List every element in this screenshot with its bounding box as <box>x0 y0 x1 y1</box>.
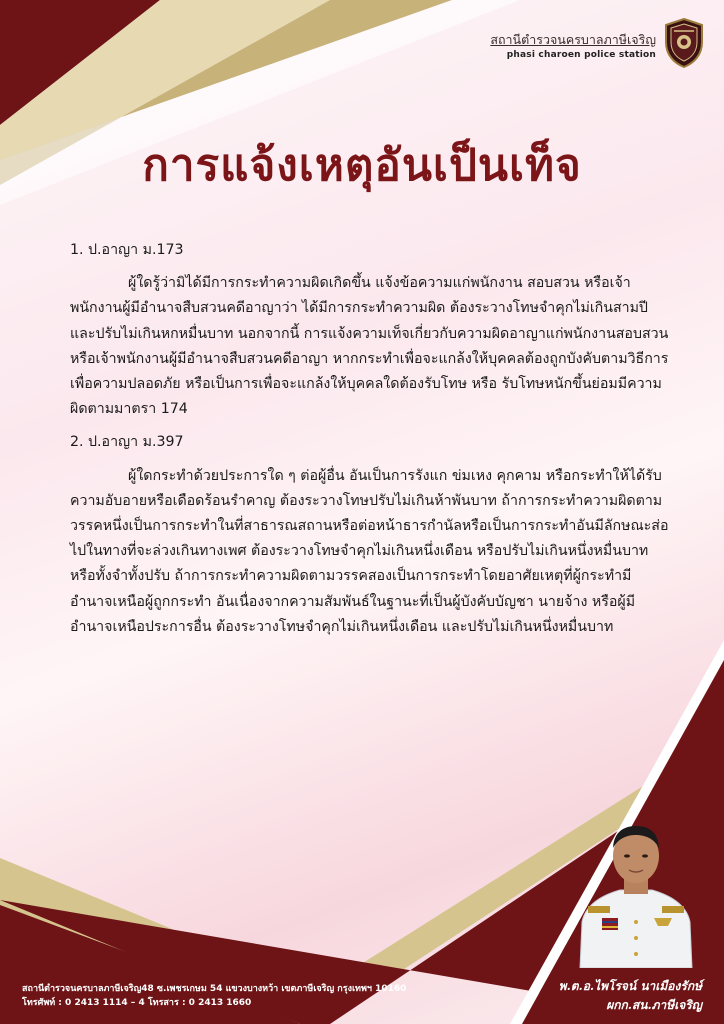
footer-phone: โทรศัพท์ : 0 2413 1114 – 4 โทรสาร : 0 2413 1660 <box>22 998 252 1008</box>
station-name-english: phasi charoen police station <box>506 50 656 60</box>
content-body <box>70 238 670 648</box>
signature-position: ผกก.สน.ภาษีเจริญ <box>606 998 702 1012</box>
law-reference-397: 2. ป.อาญา ม.397 <box>70 434 184 451</box>
law-reference-173: 1. ป.อาญา ม.173 <box>70 242 184 258</box>
police-shield-icon <box>664 18 704 68</box>
officer-portrait <box>576 822 696 968</box>
footer-address: สถานีตำรวจนครบาลภาษีเจริญ48 ซ.เพชรเกษม 54 แขวงบางหว้า เขตภาษีเจริญ กรุงเทพฯ 10160 <box>22 984 407 994</box>
station-name-thai: สถานีตำรวจนครบาลภาษีเจริญ <box>490 32 656 47</box>
law-paragraph-397: ผู้ใดกระทำด้วยประการใด ๆ ต่อผู้อื่น อันเป็นการรังแก ข่มเหง คุกคาม หรือกระทำให้ได้รับความอับอายหรือเดือดร้อนรำคาญ ต้องระวางโทษปรับไม่เกินห้าพันบาท ถ้าการกระทำความผิดตามวรรคหนึ่งเป็นการกระทำในที่สาธารณสถานหรือต่อหน้าธารกำนัลหรือเป็นการกระทำอันมีลักษณะส่อไปในทางที่จะล่วงเกินทางเพศ ต้องระวางโทษจำคุกไม่เกินหนึ่งเดือน หรือปรับไม่เกินหนึ่งหมื่นบาท หรือทั้งจำทั้งปรับ ถ้าการกระทำความผิดตามวรรคสองเป็นการกระทำโดยอาศัยเหตุที่ผู้กระทำมีอำนาจเหนือผู้ถูกกระทำ อันเนื่องจากความสัมพันธ์ในฐานะที่เป็นผู้บังคับบัญชา นายจ้าง หรือผู้มีอำนาจเหนือประการอื่น ต้องระวางโทษจำคุกไม่เกินหนึ่งเดือน และปรับไม่เกินหนึ่งหมื่นบาท <box>70 467 669 635</box>
page-title: การแจ้งเหตุอันเป็นเท็จ <box>142 140 582 191</box>
footer-contact <box>22 982 406 1010</box>
law-paragraph-173: ผู้ใดรู้ว่ามิได้มีการกระทำความผิดเกิดขึ้น แจ้งข้อความแก่พนักงาน สอบสวน หรือเจ้าพนักงานผู้มีอำนาจสืบสวนคดีอาญาว่า ได้มีการกระทำความผิด ต้องระวางโทษจำคุกไม่เกินสามปี และปรับไม่เกินหกหมื่นบาท นอกจากนี้ การแจ้งความเท็จเกี่ยวกับความผิดอาญาแก่พนักงานสอบสวนหรือเจ้าพนักงานผู้มีอำนาจสืบสวนคดีอาญา หากกระทำเพื่อจะแกล้งให้บุคคลต้องถูกบังคับตามวิธีการเพื่อความปลอดภัย หรือเป็นการเพื่อจะแกล้งให้บุคคลใดต้องรับโทษ หรือ รับโทษหนักขึ้นย่อมมีความผิดตามมาตรา 174 <box>70 275 669 418</box>
signature-name: พ.ต.อ.ไพโรจน์ นาเมืองรักษ์ <box>558 979 702 993</box>
